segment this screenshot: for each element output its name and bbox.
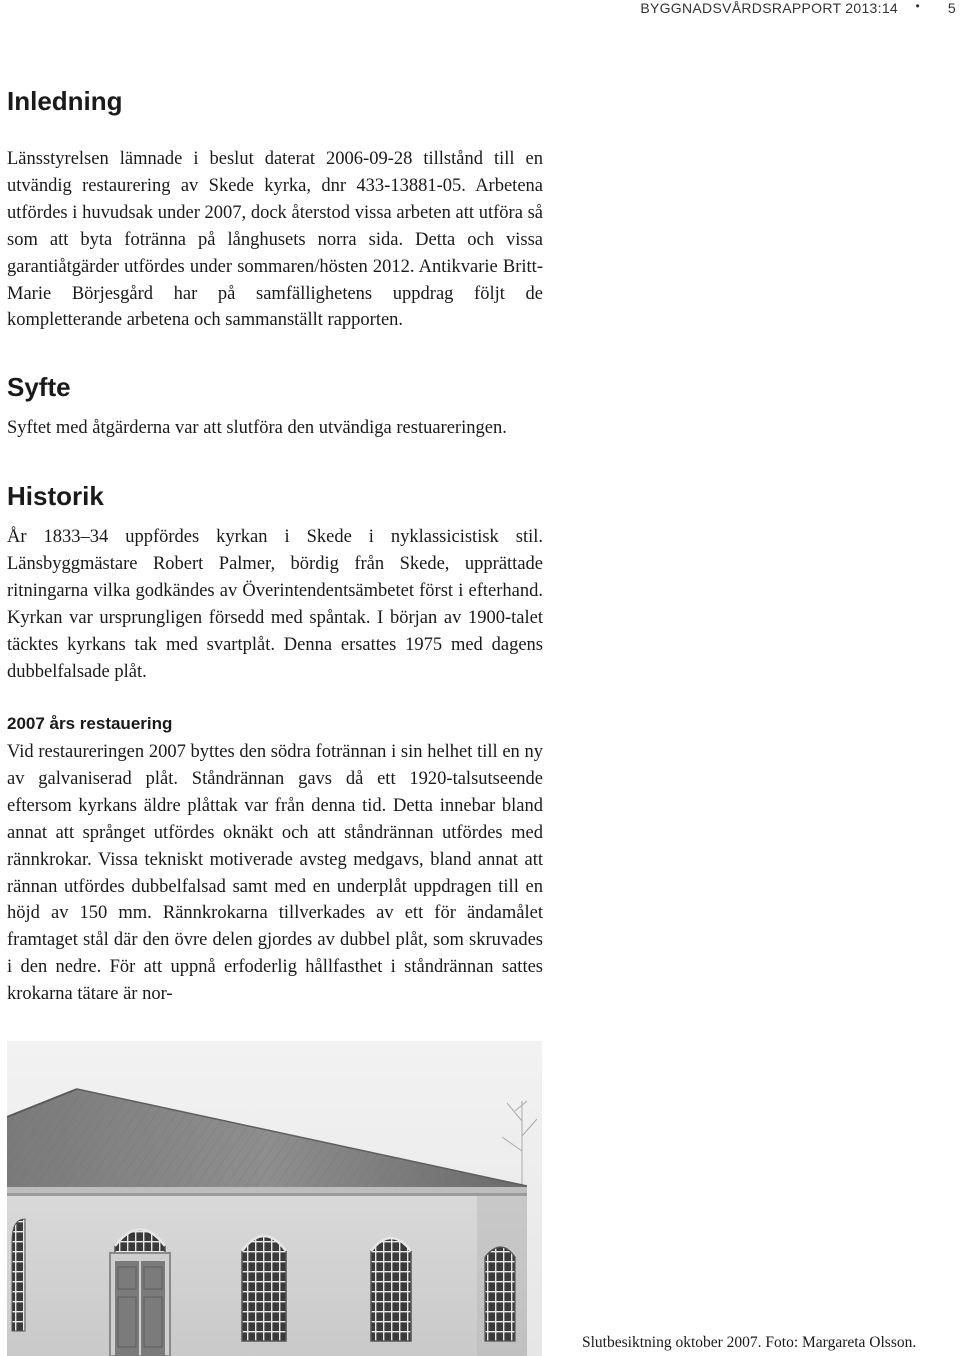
bullet-separator-icon: • <box>915 0 920 13</box>
heading-syfte: Syfte <box>7 372 71 402</box>
heading-historik: Historik <box>7 481 104 511</box>
photo-caption: Slutbesiktning oktober 2007. Foto: Margareta Olsson. <box>582 1334 917 1351</box>
report-series: BYGGNADSVÅRDSRAPPORT 2013:14 <box>640 0 898 16</box>
paragraph-restaurering: Vid restaureringen 2007 byttes den södra fotrännan i sin helhet till en ny av galvaniserad plåt. Ståndrännan gavs då ett 1920-talsutseende eftersom kyrkans äldre plåttak var från denna tid. Detta innebar bland annat att språnget utfördes oknäkt och att ståndrännan utfördes med rännkrokar. Vissa tekniskt motiverade avsteg medgavs, bland annat att rännan utfördes dubbelfalsad samt med en underplåt uppdragen till en höjd av 150 mm. Rännkrokarna tillverkades av ett för ändamålet framtaget stål där den övre delen gjordes av dubbel plåt, som skruvades i den nedre. För att uppnå erfoderlig hållfasthet i ståndrännan sattes krokarna tätare är nor- <box>7 742 543 1005</box>
running-header <box>0 0 960 20</box>
page-number: 5 <box>947 0 956 16</box>
heading-inledning: Inledning <box>7 86 123 116</box>
heading-restaurering: 2007 års restauering <box>7 714 173 733</box>
paragraph-syfte: Syftet med åtgärderna var att slutföra den utvändiga restuareringen. <box>7 418 507 438</box>
paragraph-inledning: Länsstyrelsen lämnade i beslut daterat 2006-09-28 tillstånd till en utvändig restaurering av Skede kyrka, dnr 433-13881-05. Arbetena utfördes i huvudsak under 2007, dock återstod vissa arbeten att utföra så som att byta fotränna på långhusets norra sida. Detta och vissa garantiåtgärder utfördes under sommaren/hösten 2012. Antikvarie Britt-Marie Börjesgård har på samfällighetens uppdrag följt de kompletterande arbetena och sammanställt rapporten. <box>7 149 543 331</box>
paragraph-historik: År 1833–34 uppfördes kyrkan i Skede i nyklassicistisk stil. Länsbyggmästare Robert Palmer, bördig från Skede, upprättade ritningarna vilka godkändes av Överintendentsämbetet först i efterhand. Kyrkan var ursprungligen försedd med spåntak. I början av 1900-talet täcktes kyrkans tak med svartplåt. Denna ersattes 1975 med dagens dubbelfalsade plåt. <box>7 527 543 682</box>
church-photo <box>7 1041 542 1356</box>
